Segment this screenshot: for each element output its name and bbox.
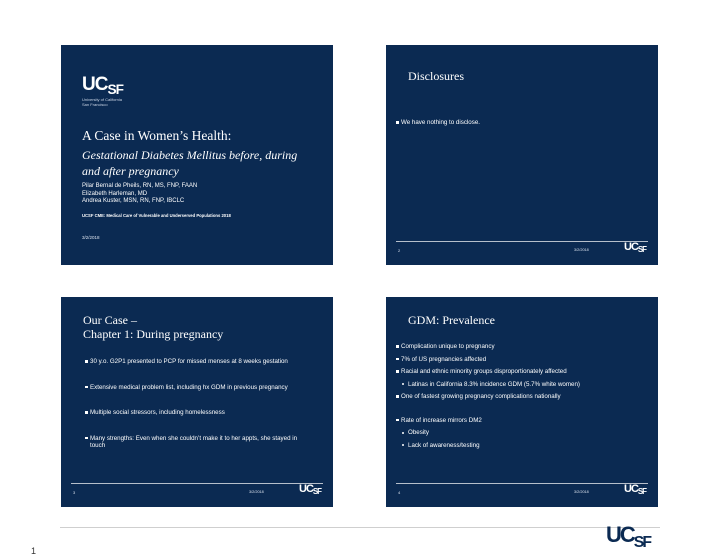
slide-2-disclosures	[386, 45, 658, 265]
slide-4-heading: GDM: Prevalence	[408, 313, 495, 327]
bullet-item: Many strengths: Even when she couldn’t make it to her appts, she stayed in touch	[85, 435, 309, 450]
bullet-item: 30 y.o. G2P1 presented to PCP for missed menses at 8 weeks gestation	[85, 358, 309, 366]
slide-number: 4	[398, 490, 401, 495]
slide-2-heading: Disclosures	[408, 69, 464, 83]
page-divider	[60, 527, 660, 528]
slide-4-gdm-prevalence	[386, 297, 658, 507]
page-number: 1	[31, 546, 37, 556]
ucsf-logo: $UC_{SF}$	[299, 483, 321, 497]
slide-2-bullets	[396, 119, 646, 127]
slide-3-our-case	[61, 297, 333, 507]
ucsf-logo: $UC_{SF}$	[82, 74, 123, 97]
footer-divider	[396, 483, 648, 484]
footer-date: 3/2/2018	[574, 490, 589, 494]
slide-number: 2	[398, 248, 401, 253]
sub-bullet-item: Latinas in California 8.3% incidence GDM (5.7% white women)	[396, 381, 651, 389]
footer-divider	[71, 483, 323, 484]
ucsf-logo: $UC_{SF}$	[624, 241, 646, 255]
slide-1-subtitle: Gestational Diabetes Mellitus before, during and after pregnancy	[82, 148, 298, 178]
conference-name: UCSF CME: Medical Care of Vulnerable and Underserved Populations 2018	[82, 213, 231, 218]
author: Elizabeth Harleman, MD	[82, 190, 148, 197]
sub-bullet-item: Lack of awareness/testing	[396, 442, 651, 450]
bullet-item: Multiple social stressors, including homelessness	[85, 409, 309, 417]
bullet-item: 7% of US pregnancies affected	[396, 356, 651, 364]
logo-subtitle: University of California San Francisco	[82, 97, 123, 107]
author: Andrea Kuster, MSN, RN, FNP, IBCLC	[82, 198, 185, 204]
footer-divider	[396, 241, 648, 242]
bullet-item: We have nothing to disclose.	[396, 119, 646, 127]
footer-date: 3/2/2018	[574, 248, 589, 252]
author-list	[82, 183, 197, 206]
slide-3-heading: Our Case – Chapter 1: During pregnancy	[83, 313, 224, 341]
footer-date: 3/2/2018	[249, 490, 264, 494]
bullet-item: Extensive medical problem list, including hx GDM in previous pregnancy	[85, 384, 309, 392]
ucsf-logo: $UC_{SF}$	[624, 483, 646, 497]
slide-3-bullets	[85, 358, 309, 450]
slide-4-bullets	[396, 343, 651, 449]
slide-1-date: 3/2/2018	[82, 235, 100, 240]
slide-1-heading: A Case in Women’s Health:	[82, 128, 232, 143]
bullet-item: One of fastest growing pregnancy complications nationally	[396, 393, 651, 401]
slide-number: 3	[73, 490, 76, 495]
bullet-item: Racial and ethnic minority groups disproportionately affected	[396, 368, 651, 376]
sub-bullet-item: Obesity	[396, 429, 651, 437]
bullet-item: Rate of increase mirrors DM2	[396, 417, 651, 425]
bullet-item: Complication unique to pregnancy	[396, 343, 651, 351]
ucsf-page-logo: $UC_{SF}$	[606, 522, 651, 551]
slide-1-title	[61, 45, 333, 265]
author: Pilar Bernal de Pheils, RN, MS, FNP, FAAN	[82, 183, 198, 189]
